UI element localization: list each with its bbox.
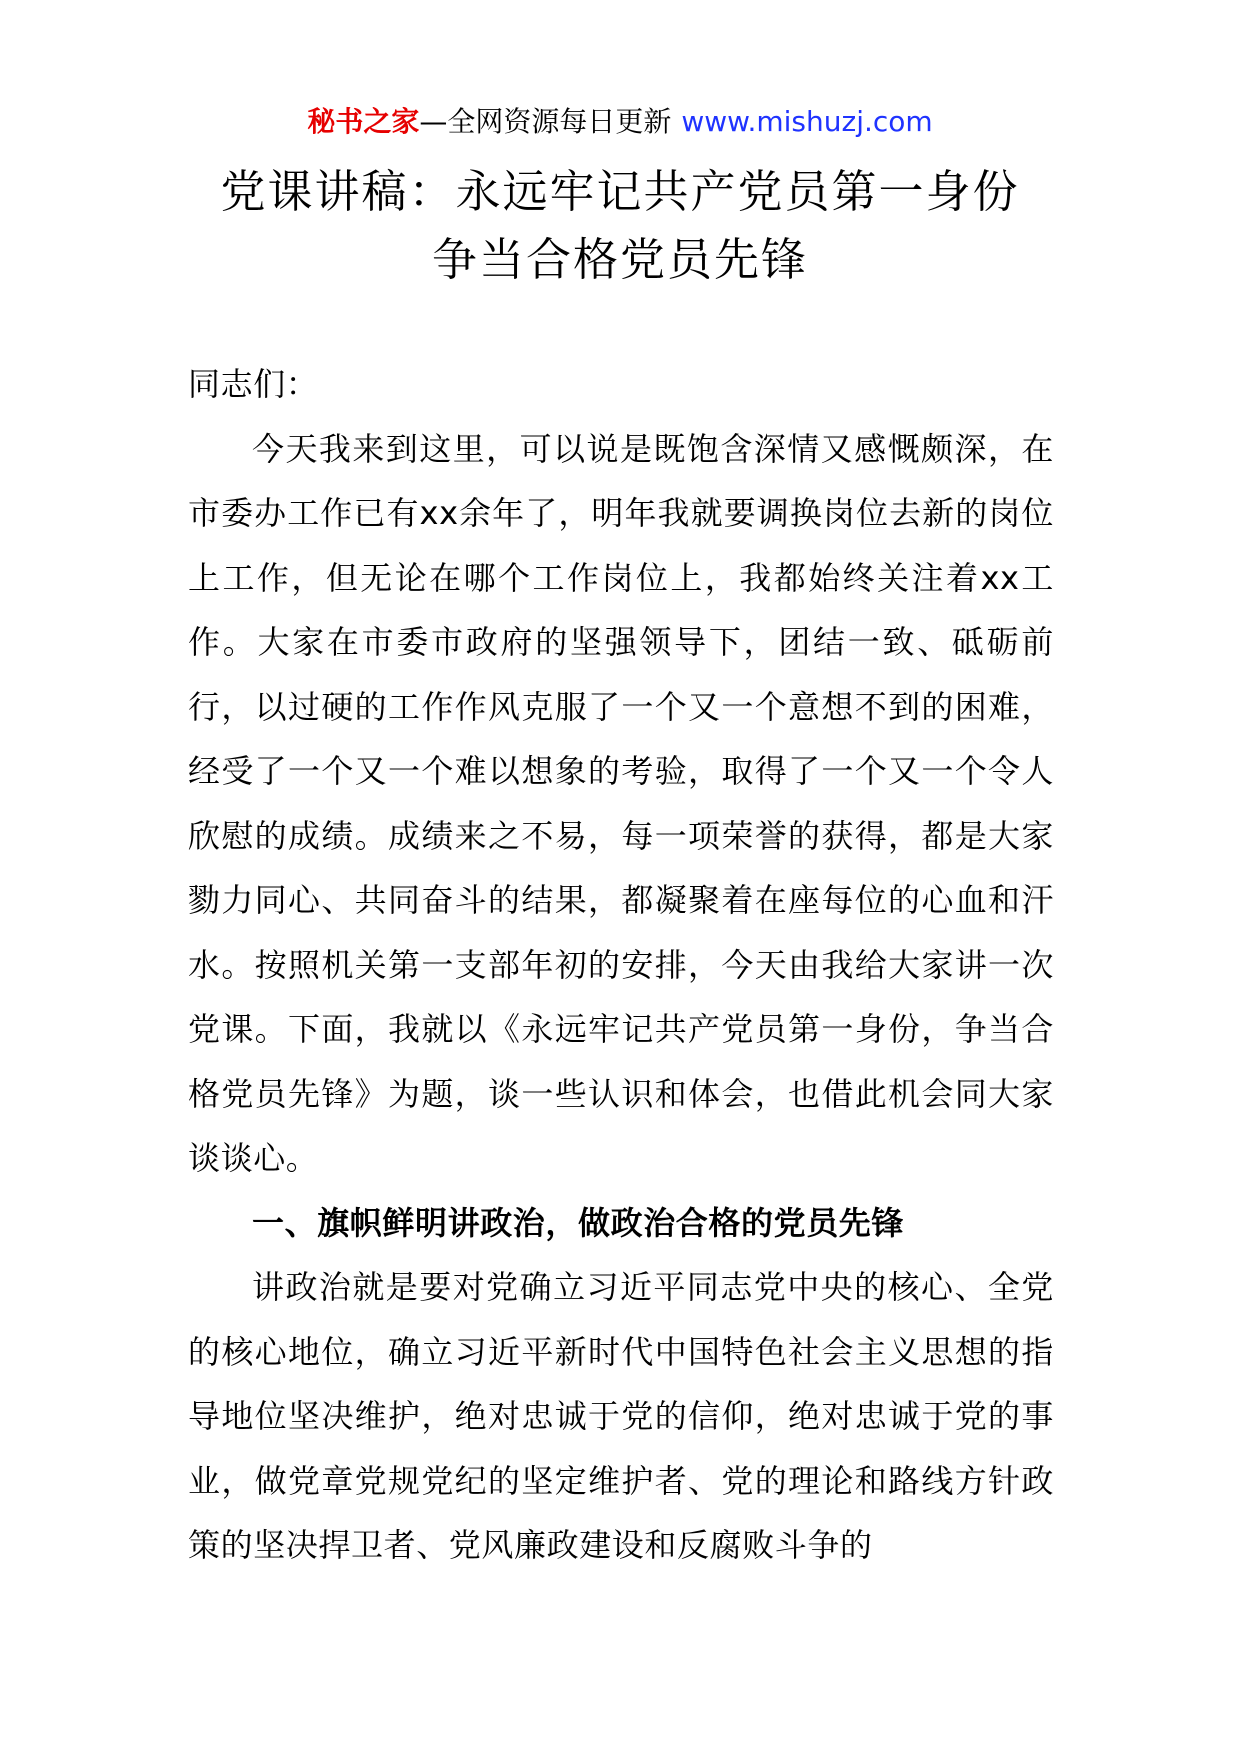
greeting: 同志们： — [188, 365, 319, 403]
paragraph-intro: 今天我来到这里，可以说是既饱含深情又感慨颇深，在市委办工作已有xx余年了，明年我就要调换岗位去新的岗位上工作，但无论在哪个工作岗位上，我都始终关注着xx工作。大家在市委市政府的坚强领导下，团结一致、砥砺前行，以过硬的工作作风克服了一个又一个意想不到的困难，经受了一个又一个难以想象的考验，取得了一个又一个令人欣慰的成绩。成绩来之不易，每一项荣誉的获得，都是大家勠力同心、共同奋斗的结果，都凝聚着在座每位的心血和汗水。按照机关第一支部年初的安排，今天由我给大家讲一次党课。下面，我就以《永远牢记共产党员第一身份，争当合格党员先锋》为题，谈一些认识和体会，也借此机会同大家谈谈心。 — [188, 429, 1054, 1177]
paragraph-section-1: 讲政治就是要对党确立习近平同志党中央的核心、全党的核心地位，确立习近平新时代中国特色社会主义思想的指导地位坚决维护，绝对忠诚于党的信仰，绝对忠诚于党的事业，做党章党规党纪的坚定维护者、党的理论和路线方针政策的坚决捍卫者、党风廉政建设和反腐败斗争的 — [188, 1268, 1054, 1564]
title-line-1: 党课讲稿：永远牢记共产党员第一身份 — [220, 165, 1020, 218]
title-line-2: 争当合格党员先锋 — [431, 233, 808, 286]
section-heading-1: 一、旗帜鲜明讲政治，做政治合格的党员先锋 — [252, 1203, 905, 1242]
brand-name: 秘书之家 — [307, 105, 420, 138]
document-body — [188, 352, 1054, 1578]
site-header — [0, 100, 1240, 144]
document-title — [0, 158, 1240, 294]
header-tagline: —全网资源每日更新 — [419, 105, 672, 138]
site-url-link[interactable]: www.mishuzj.com — [681, 105, 933, 138]
